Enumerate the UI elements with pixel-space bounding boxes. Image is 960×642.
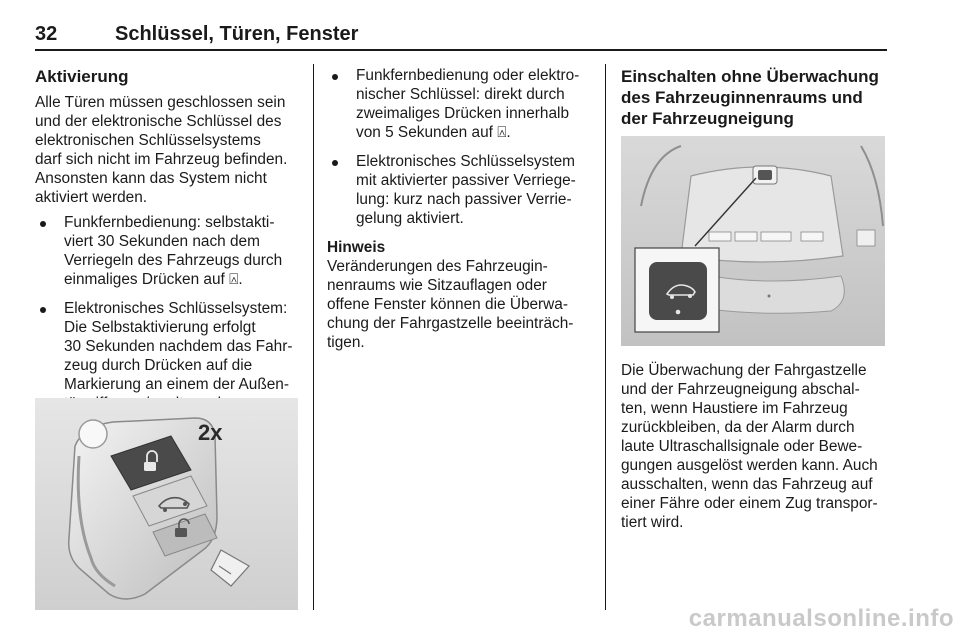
note-title: Hinweis — [327, 239, 386, 256]
text-line: nischer Schlüssel: direkt durch — [356, 86, 565, 103]
bullet-item — [35, 213, 305, 289]
text-line: ausschalten, wenn das Fahrzeug auf — [621, 476, 873, 493]
figure-label-2x: 2x — [198, 420, 223, 445]
text-line: Elektronisches Schlüsselsystem: — [64, 300, 288, 317]
text-line: Die Selbstaktivierung erfolgt — [64, 319, 256, 336]
text-line: Ansonsten kann das System nicht — [35, 170, 267, 187]
text-line: aktiviert werden. — [35, 189, 148, 206]
text-line: Funkfernbedienung oder elektro- — [356, 67, 580, 84]
text-line: Elektronisches Schlüsselsystem — [356, 153, 575, 170]
text-line: darf sich nicht im Fahrzeug befinden. — [35, 151, 288, 168]
text-line: laute Ultraschallsignale oder Bewe- — [621, 438, 863, 455]
section-heading-einschalten — [621, 66, 891, 129]
text-line: chung der Fahrgastzelle beeinträch- — [327, 315, 574, 332]
text-line: 30 Sekunden nachdem das Fahr- — [64, 338, 293, 355]
text-line: und der elektronische Schlüssel des — [35, 113, 282, 130]
left-column — [35, 66, 305, 413]
bullet-dot — [332, 160, 338, 166]
bullet-dot — [332, 74, 338, 80]
text-line: Funkfernbedienung: selbstakti- — [64, 214, 275, 231]
bullet-dot — [40, 221, 46, 227]
text-line: zweimaliges Drücken innerhalb — [356, 105, 570, 122]
ceiling-console-illustration — [621, 136, 885, 346]
intro-paragraph — [35, 93, 305, 207]
text-line: mit aktivierter passiver Verriege- — [356, 172, 576, 189]
text-line: und der Fahrzeugneigung abschal- — [621, 381, 860, 398]
header-divider — [35, 49, 887, 51]
interior-figure — [621, 136, 885, 346]
right-column — [621, 66, 891, 129]
text-line: lung: kurz nach passiver Verrie- — [356, 191, 572, 208]
text-line: viert 30 Sekunden nach dem — [64, 233, 260, 250]
right-body — [621, 361, 891, 532]
text-line: gelung aktiviert. — [356, 210, 464, 227]
text-line: einmaliges Drücken auf ⍓. — [64, 271, 243, 288]
key-fob-figure — [35, 398, 298, 610]
bullet-item — [35, 299, 305, 413]
page-number: 32 — [35, 23, 58, 45]
text-line: offene Fenster können die Überwa- — [327, 296, 568, 313]
middle-column — [327, 66, 597, 352]
text-line: Markierung an einem der Außen- — [64, 376, 289, 393]
text-line: einer Fähre oder einem Zug transpor- — [621, 495, 878, 512]
bullet-dot — [40, 307, 46, 313]
page-title: Schlüssel, Türen, Fenster — [115, 23, 359, 45]
column-divider-right — [605, 64, 606, 610]
text-line: tigen. — [327, 334, 365, 351]
text-line: Verriegeln des Fahrzeugs durch — [64, 252, 283, 269]
watermark: carmanualsonline.info — [688, 605, 954, 632]
heading-line: der Fahrzeugneigung — [621, 109, 794, 128]
text-line: ten, wenn Haustiere im Fahrzeug — [621, 400, 848, 417]
section-heading-aktivierung: Aktivierung — [35, 67, 129, 86]
column-divider-left — [313, 64, 314, 610]
text-line: tiert wird. — [621, 514, 684, 531]
text-line: Veränderungen des Fahrzeugin- — [327, 258, 548, 275]
heading-line: des Fahrzeuginnenraums und — [621, 88, 863, 107]
key-fob-illustration — [35, 398, 298, 610]
text-line: Die Überwachung der Fahrgastzelle — [621, 362, 867, 379]
heading-line: Einschalten ohne Überwachung — [621, 67, 879, 86]
text-line: elektronischen Schlüsselsystems — [35, 132, 261, 149]
text-line: zurückbleiben, da der Alarm durch — [621, 419, 855, 436]
text-line: zeug durch Drücken auf die — [64, 357, 253, 374]
text-line: von 5 Sekunden auf ⍓. — [356, 124, 511, 141]
text-line: Alle Türen müssen geschlossen sein — [35, 94, 286, 111]
bullet-item — [327, 66, 597, 142]
note-block — [327, 238, 597, 352]
text-line: gungen ausgelöst werden kann. Auch — [621, 457, 878, 474]
text-line: nenraums wie Sitzauflagen oder — [327, 277, 547, 294]
bullet-item — [327, 152, 597, 228]
